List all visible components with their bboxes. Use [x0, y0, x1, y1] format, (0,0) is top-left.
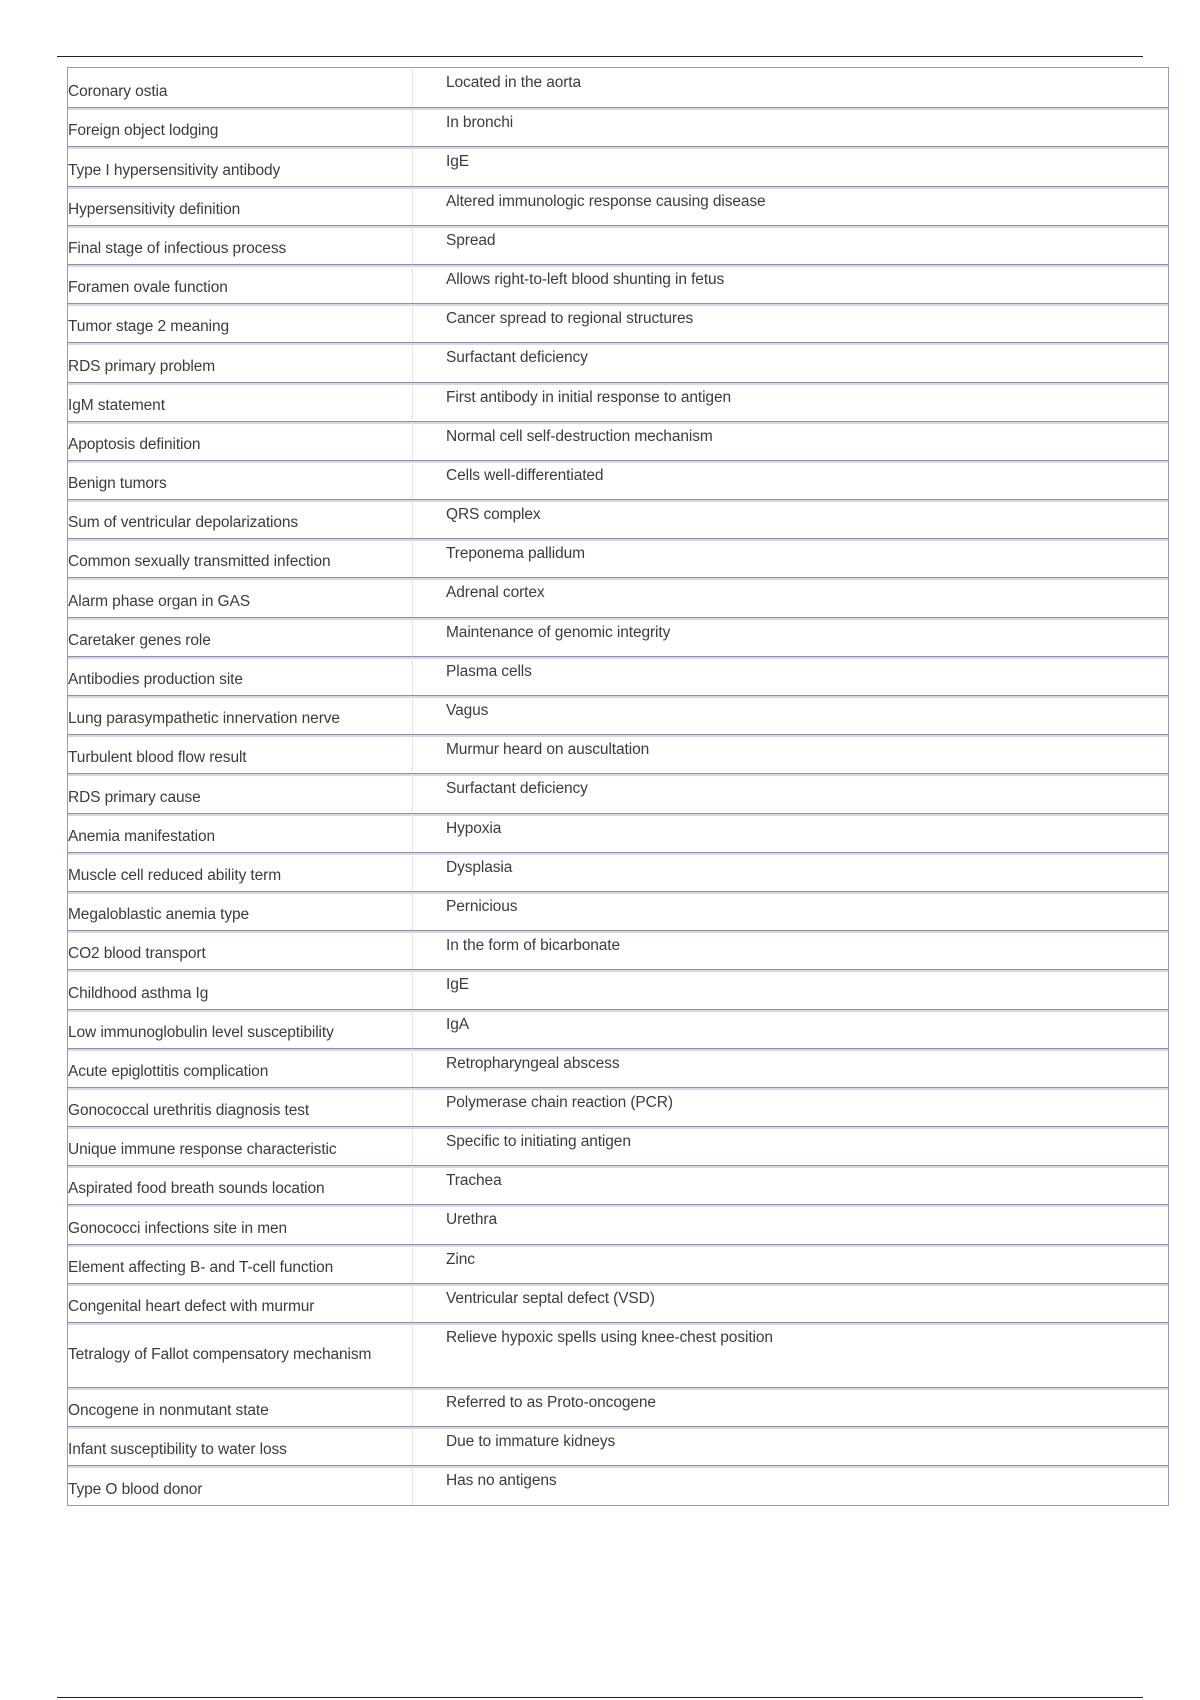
answer-cell: Allows right-to-left blood shunting in fetus	[446, 270, 725, 288]
term-cell: Tumor stage 2 meaning	[68, 304, 413, 342]
term-cell: Caretaker genes role	[68, 618, 413, 656]
table-row	[68, 1204, 1168, 1243]
answer-cell: Urethra	[446, 1211, 497, 1229]
table-row	[68, 264, 1168, 303]
term-cell: Antibodies production site	[68, 657, 413, 695]
table-row	[68, 1009, 1168, 1048]
answer-cell: IgA	[446, 1015, 469, 1033]
answer-cell: Murmur heard on auscultation	[446, 741, 650, 759]
answer-cell: In the form of bicarbonate	[446, 937, 621, 955]
table-row	[68, 460, 1168, 499]
answer-cell: Ventricular septal defect (VSD)	[446, 1289, 655, 1307]
answer-cell: Has no antigens	[446, 1472, 557, 1490]
term-cell: Turbulent blood flow result	[68, 735, 413, 773]
table-row	[68, 577, 1168, 616]
term-cell: Infant susceptibility to water loss	[68, 1427, 413, 1465]
top-rule	[57, 56, 1143, 57]
answer-cell: Adrenal cortex	[446, 584, 545, 602]
answer-cell: First antibody in initial response to antigen	[446, 388, 731, 406]
term-cell: Unique immune response characteristic	[68, 1127, 413, 1165]
table-row	[68, 930, 1168, 969]
answer-cell: Treponema pallidum	[446, 545, 585, 563]
table-row	[68, 1322, 1168, 1387]
term-cell: Lung parasympathetic innervation nerve	[68, 696, 413, 734]
table-row	[68, 421, 1168, 460]
answer-cell: Hypoxia	[446, 819, 502, 837]
table-row	[68, 1387, 1168, 1426]
answer-cell: Vagus	[446, 702, 489, 719]
answer-cell: Cells well-differentiated	[446, 466, 604, 484]
answer-cell: Surfactant deficiency	[446, 780, 588, 798]
bottom-rule	[57, 1697, 1143, 1698]
term-cell: Alarm phase organ in GAS	[68, 578, 413, 616]
term-cell: Foreign object lodging	[68, 108, 413, 146]
answer-cell: Normal cell self-destruction mechanism	[446, 427, 713, 445]
term-cell: Element affecting B- and T-cell function	[68, 1245, 413, 1283]
term-cell: Coronary ostia	[68, 68, 413, 107]
term-cell: Apoptosis definition	[68, 422, 413, 460]
answer-cell: Dysplasia	[446, 858, 513, 876]
answer-cell: Spread	[446, 231, 496, 249]
term-cell: Common sexually transmitted infection	[68, 539, 413, 577]
term-cell: Sum of ventricular depolarizations	[68, 500, 413, 538]
term-cell: Foramen ovale function	[68, 265, 413, 303]
table-row	[68, 734, 1168, 773]
table-row	[68, 969, 1168, 1008]
table-row	[68, 342, 1168, 381]
term-cell: Benign tumors	[68, 461, 413, 499]
table-row	[68, 146, 1168, 185]
term-cell: Type I hypersensitivity antibody	[68, 147, 413, 185]
term-cell: Oncogene in nonmutant state	[68, 1388, 413, 1426]
term-cell: Low immunoglobulin level susceptibility	[68, 1010, 413, 1048]
table-row	[68, 68, 1168, 107]
answer-cell: Zinc	[446, 1250, 475, 1268]
table-row	[68, 695, 1168, 734]
table-row	[68, 303, 1168, 342]
table-row	[68, 1048, 1168, 1087]
table-row	[68, 891, 1168, 930]
answer-cell: Relieve hypoxic spells using knee-chest position	[446, 1329, 773, 1346]
answer-cell: IgE	[446, 976, 469, 994]
answer-cell: Retropharyngeal abscess	[446, 1054, 620, 1072]
answer-cell: QRS complex	[446, 506, 541, 524]
answer-cell: Specific to initiating antigen	[446, 1133, 631, 1151]
answer-cell: IgE	[446, 153, 469, 171]
answer-cell: Maintenance of genomic integrity	[446, 623, 671, 641]
table-row	[68, 538, 1168, 577]
term-cell: Hypersensitivity definition	[68, 187, 413, 225]
table-row	[68, 617, 1168, 656]
answer-cell: In bronchi	[446, 114, 514, 132]
term-cell: RDS primary cause	[68, 774, 413, 812]
table-row	[68, 382, 1168, 421]
term-cell: IgM statement	[68, 383, 413, 421]
answer-cell: Pernicious	[446, 897, 518, 915]
flashcard-table	[67, 67, 1169, 1506]
term-cell: RDS primary problem	[68, 343, 413, 381]
term-cell: Anemia manifestation	[68, 814, 413, 852]
term-cell: Megaloblastic anemia type	[68, 892, 413, 930]
table-row	[68, 107, 1168, 146]
table-row	[68, 1126, 1168, 1165]
term-cell: Gonococcal urethritis diagnosis test	[68, 1088, 413, 1126]
answer-cell: Polymerase chain reaction (PCR)	[446, 1093, 673, 1111]
table-row	[68, 773, 1168, 812]
table-row	[68, 1087, 1168, 1126]
answer-cell: Altered immunologic response causing disease	[446, 192, 766, 210]
answer-cell: Trachea	[446, 1172, 502, 1190]
table-row	[68, 852, 1168, 891]
term-cell: Tetralogy of Fallot compensatory mechanism	[68, 1323, 413, 1387]
answer-cell: Plasma cells	[446, 662, 532, 680]
table-row	[68, 813, 1168, 852]
table-row	[68, 1244, 1168, 1283]
table-row	[68, 186, 1168, 225]
term-cell: Acute epiglottitis complication	[68, 1049, 413, 1087]
term-cell: Childhood asthma Ig	[68, 970, 413, 1008]
table-row	[68, 656, 1168, 695]
answer-cell: Referred to as Proto-oncogene	[446, 1394, 656, 1411]
table-row	[68, 499, 1168, 538]
term-cell: Congenital heart defect with murmur	[68, 1284, 413, 1322]
term-cell: Type O blood donor	[68, 1466, 413, 1504]
answer-cell: Surfactant deficiency	[446, 349, 588, 367]
table-row	[68, 1426, 1168, 1465]
term-cell: Aspirated food breath sounds location	[68, 1166, 413, 1204]
table-row	[68, 1165, 1168, 1204]
term-cell: CO2 blood transport	[68, 931, 413, 969]
table-row	[68, 1283, 1168, 1322]
table-row	[68, 1465, 1168, 1504]
table-row	[68, 225, 1168, 264]
term-cell: Final stage of infectious process	[68, 226, 413, 264]
answer-cell: Cancer spread to regional structures	[446, 310, 694, 328]
term-cell: Gonococci infections site in men	[68, 1205, 413, 1243]
answer-cell: Due to immature kidneys	[446, 1433, 616, 1451]
term-cell: Muscle cell reduced ability term	[68, 853, 413, 891]
answer-cell: Located in the aorta	[446, 74, 582, 91]
